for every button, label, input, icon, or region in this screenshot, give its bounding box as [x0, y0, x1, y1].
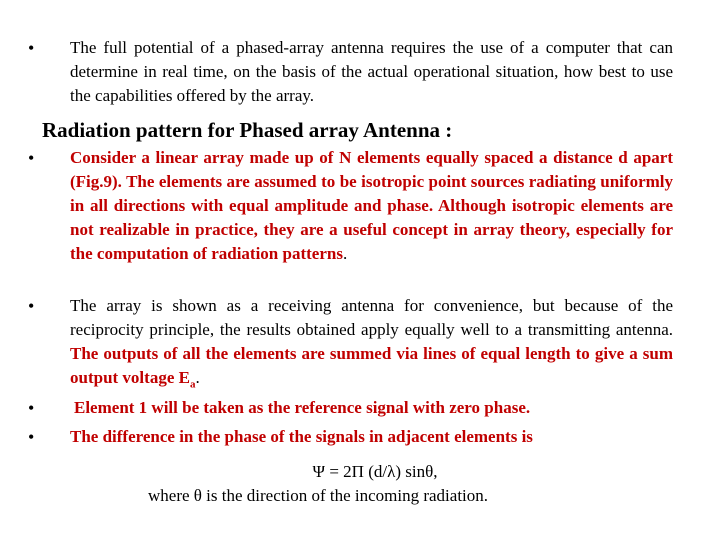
point-1-text	[70, 146, 673, 266]
section-heading: Radiation pattern for Phased array Antenna :	[42, 118, 453, 142]
point-2-plain-text: The array is shown as a receiving antenna for convenience, but because of the reciprocity principle, the results obtained apply equally well to a transmitting antenna.	[70, 296, 673, 339]
point-2-subscript: a	[189, 378, 196, 391]
point-1-red-text: Consider a linear array made up of N elements equally spaced a distance d apart (Fig.9). The elements are assumed to be isotropic point sources radiating uniformly in all directions with equal amplitude and phase. Although isotropic elements are not realizable in practice, they are a useful concept in array theory, especially for the computation of radiation patterns	[70, 148, 673, 263]
bullet-dot: •	[28, 398, 35, 418]
point-2-text	[70, 294, 673, 396]
point-4	[28, 425, 673, 449]
point-3-text	[74, 396, 673, 420]
bullet-dot: •	[28, 296, 35, 316]
point-4-text	[70, 425, 673, 449]
point-1	[28, 146, 673, 266]
bullet-dot: •	[28, 148, 35, 168]
point-2	[28, 294, 673, 396]
bullet-dot: •	[28, 427, 35, 447]
point-4-red-text: The difference in the phase of the signals in adjacent elements is	[70, 427, 533, 446]
point-2-end: .	[195, 368, 200, 387]
phase-formula: Ψ = 2Π (d/λ) sinθ,	[312, 462, 438, 481]
formula-note: where θ is the direction of the incoming radiation.	[148, 486, 489, 505]
point-3	[28, 396, 673, 420]
point-3-red-text: Element 1 will be taken as the reference signal with zero phase.	[74, 398, 531, 417]
intro-text: The full potential of a phased-array antenna requires the use of a computer that can determine in real time, on the basis of the actual operational situation, how best to use the capabilities offered by the array.	[70, 38, 673, 105]
bullet-dot: •	[28, 38, 35, 58]
point-1-end: .	[342, 244, 348, 263]
intro-bullet-item	[28, 36, 673, 108]
point-2-red-text: The outputs of all the elements are summed via lines of equal length to give a sum output voltage E	[70, 344, 673, 387]
